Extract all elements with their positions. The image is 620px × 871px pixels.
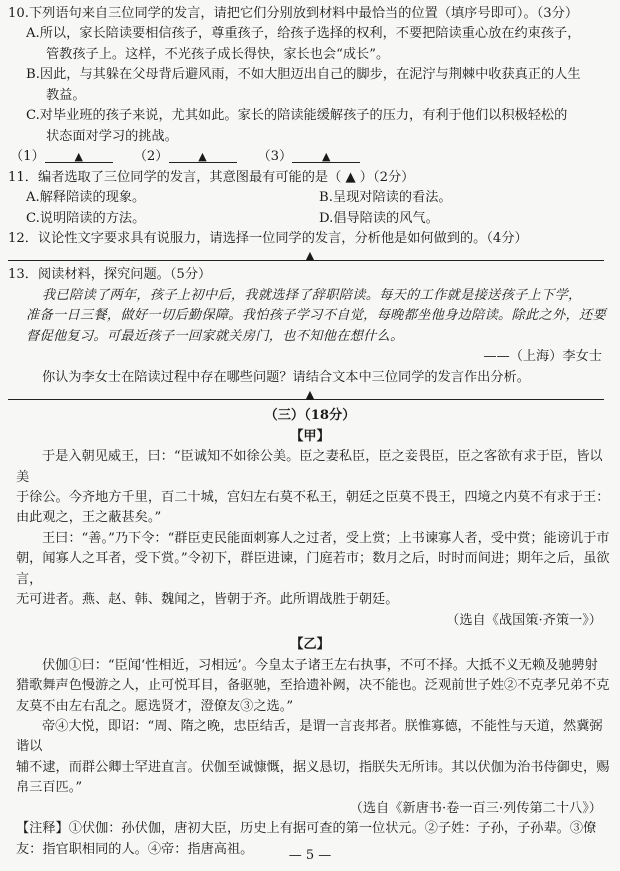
question-11 [8,168,612,229]
yi-para2-line1: 帝④大悦，即诏：“周、隋之晚，忠臣结舌，是谓一言丧邦者。朕惟寡德，不能性与天道，然冀弼谐以 [16,718,603,755]
passage-jia-title: 【甲】 [290,428,330,444]
answer-marker-icon: ▲ [74,150,83,164]
q10-option-a-line1: A.所以，家长陪读要相信孩子，尊重孩子，给孩子选择的权利，不要把陪读重心放在约束孩子， [26,26,581,42]
answer-marker-icon: ▲ [322,150,331,164]
q11-stem: 11．编者选取了三位同学的发言，其意图最有可能的是（ ▲ ）（2分） [8,169,415,185]
q10-answer-blank-2[interactable] [169,151,237,163]
q11-option-b[interactable]: B.呈现对陪读的看法。 [319,190,452,206]
q10-blanks [8,147,612,167]
yi-para1-line3: 友莫不由左右乱之。愿选贤才，澄僚友③之选。” [16,698,294,714]
question-12 [8,229,612,261]
annotation-line2: 友：指官职相同的人。④帝：指唐高祖。 [16,841,254,857]
jia-para1-line2: 于徐公。今齐地方千里，百二十城，宫妇左右莫不私王，朝廷之臣莫不畏王，四境之内莫不有求于王： [16,489,610,505]
yi-para2-line3: 帛三百匹。” [16,780,83,796]
passage-yi-title: 【乙】 [290,637,330,653]
q10-answer-blank-1[interactable] [45,151,113,163]
q10-blank-label-3: （3） [257,149,293,165]
jia-para2-line2: 朝，闻寡人之耳者，受下赏。”令初下，群臣进谏，门庭若市；数月之后，时时而间进；期年之后，虽欲言， [16,551,610,587]
q10-answer-blank-3[interactable] [292,151,360,163]
q10-option-a-line2: 管教孩子上。这样，不光孩子成长得快，家长也会“成长”。 [46,46,390,62]
jia-source: （选自《战国策·齐策一》） [446,612,602,628]
q13-answer-line[interactable] [8,388,612,400]
answer-marker-icon: ▲ [305,249,315,263]
exam-page [8,4,612,860]
q11-options-row-2 [8,209,612,229]
yi-para1-line1: 伏伽①曰：“臣闻‘性相近，习相远’。今皇太子诸王左右执事，不可不择。大抵不义无赖及驰骋射 [42,657,598,673]
q13-quote-line1: 我已陪读了两年，孩子上初中后，我就选择了辞职陪读。每天的工作就是接送孩子上下学， [42,287,582,303]
q11-options-row-1 [8,188,612,208]
q10-stem: 10.下列语句来自三位同学的发言，请把它们分别放到材料中最恰当的位置（填序号即可）。（3分） [8,6,579,21]
page-number: — 5 — [288,848,332,863]
jia-para1-line1: 于是入朝见威王，曰：“臣诚知不如徐公美。臣之妻私臣，臣之妾畏臣，臣之客欲有求于臣，皆以美 [16,449,603,485]
q13-quote-source: ——（上海）李女士 [483,349,602,365]
q13-quote-line2: 准备一日三餐，做好一切后勤保障。我怕孩子学习不自觉，每晚都坐他身边陪读。除此之外，还要 [26,308,606,324]
q11-option-c[interactable]: C.说明陪读的方法。 [26,210,146,226]
answer-marker-icon: ▲ [198,150,207,164]
yi-para1-line2: 猎歌舞声色慢游之人，止可悦耳目，备驱驰，至拾遗补阙，决不能也。泛观前世子姓②不克孝兄弟不克 [16,678,610,694]
q10-option-b-line1: B.因此，与其躲在父母背后避风雨，不如大胆迈出自己的脚步，在泥泞与荆棘中收获真正的人生 [26,67,581,83]
answer-marker-icon: ▲ [305,388,315,402]
q10-blank-label-1: （1） [10,149,45,165]
q10-blank-label-2: （2） [133,149,169,165]
q10-option-c-line2: 状态面对学习的挑战。 [46,128,178,144]
q12-stem: 12．议论性文字要求具有说服力，请选择一位同学的发言，分析他是如何做到的。（4分） [8,230,528,246]
jia-para1-line3: 由此观之，王之蔽甚矣。” [16,510,162,526]
q11-option-d[interactable]: D.倡导陪读的风气。 [319,210,439,226]
jia-para2-line1: 王曰：“善。”乃下令：“群臣吏民能面刺寡人之过者，受上赏；上书谏寡人者，受中赏；能谤讥于市 [42,530,610,546]
question-10 [8,4,612,168]
q13-quote-line3: 督促他复习。可最近孩子一回家就关房门，也不知他在想什么。 [26,328,404,344]
q13-ask: 你认为李女士在陪读过程中存在哪些问题？请结合文本中三位同学的发言作出分析。 [42,369,530,385]
q10-option-c-line1: C.对毕业班的孩子来说，尤其如此。家长的陪读能缓解孩子的压力，有利于他们以积极轻松的 [26,108,568,124]
section-3 [8,406,612,860]
q11-option-a[interactable]: A.解释陪读的现象。 [26,190,146,206]
section-3-heading: （三）（18分） [264,408,356,424]
q12-answer-line[interactable] [8,249,612,261]
jia-para2-line3: 无可进者。燕、赵、韩、魏闻之，皆朝于齐。此所谓战胜于朝廷。 [16,592,399,608]
annotation-line1: 【注释】①伏伽：孙伏伽，唐初大臣，历史上有据可查的第一位状元。②子姓：子孙，子孙辈。③僚 [16,821,597,837]
q10-option-b-line2: 教益。 [46,87,86,103]
yi-source: （选自《新唐书·卷一百三·列传第二十八》） [349,800,602,816]
question-13 [8,265,612,400]
q13-stem: 13．阅读材料，探究问题。（5分） [8,267,212,283]
yi-para2-line2: 辅不逮，而群公卿士罕进直言。伏伽至诚慷慨，据义恳切，指朕失无所讳。其以伏伽为治书侍御史，赐 [16,759,610,775]
